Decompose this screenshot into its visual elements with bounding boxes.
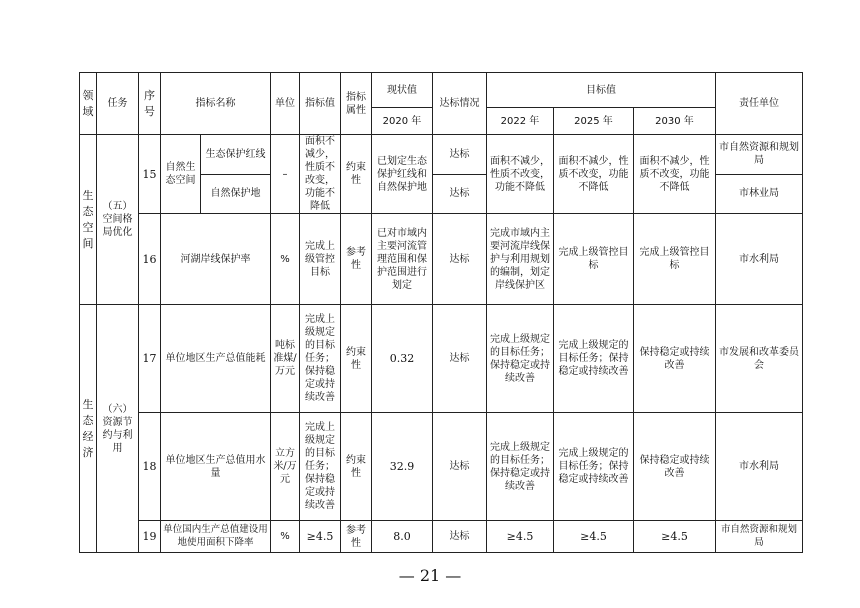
row-16-owner: 市水利局 [716,214,803,305]
header-status: 达标情况 [433,73,487,135]
row-15-status-1: 达标 [433,135,487,175]
header-2025: 2025 年 [554,108,634,135]
row-18-target-2030: 保持稳定或持续改善 [634,413,716,521]
row-15-target-2025: 面积不减少，性质不改变，功能不降低 [554,135,634,214]
row-19-owner: 市自然资源和规划局 [716,521,803,553]
header-owner: 责任单位 [716,73,803,135]
row-18-target-2022: 完成上级规定的目标任务；保持稳定或持续改善 [487,413,554,521]
row-18-target-2025: 完成上级规定的目标任务；保持稳定或持续改善 [554,413,634,521]
task-cell-economy: （六）资源节约与利用 [97,305,139,553]
row-18-value: 完成上级规定的目标任务；保持稳定或持续改善 [300,413,341,521]
indicator-table [79,72,803,553]
row-15-target-2030: 面积不减少，性质不改变，功能不降低 [634,135,716,214]
row-18-current: 32.9 [372,413,433,521]
header-target: 目标值 [487,73,716,108]
header-indicator: 指标名称 [161,73,271,135]
header-task: 任务 [97,73,139,135]
row-15-value: 面积不减少，性质不改变，功能不降低 [300,135,341,214]
row-19-name: 单位国内生产总值建设用地使用面积下降率 [161,521,271,553]
header-2030: 2030 年 [634,108,716,135]
header-domain: 领域 [80,73,97,135]
header-seq: 序号 [139,73,161,135]
row-17-current: 0.32 [372,305,433,413]
row-16-target-2025: 完成上级管控目标 [554,214,634,305]
domain-cell-space: 生态空间 [80,135,97,305]
row-16-target-2030: 完成上级管控目标 [634,214,716,305]
row-17-value: 完成上级规定的目标任务；保持稳定或持续改善 [300,305,341,413]
row-19-target-2025: ≥4.5 [554,521,634,553]
row-15-seq: 15 [139,135,161,214]
domain-cell-economy: 生态经济 [80,305,97,553]
row-19-current: 8.0 [372,521,433,553]
header-current-year: 2020 年 [372,108,433,135]
row-15-attr: 约束性 [341,135,372,214]
row-17-status: 达标 [433,305,487,413]
row-17-owner: 市发展和改革委员会 [716,305,803,413]
row-18-status: 达标 [433,413,487,521]
row-15-status-2: 达标 [433,174,487,214]
row-18-name: 单位地区生产总值用水量 [161,413,271,521]
row-15-category: 自然生态空间 [161,135,201,214]
page-number: — 21 — [398,566,462,585]
row-16-status: 达标 [433,214,487,305]
task-cell-space: （五）空间格局优化 [97,135,139,305]
row-15-owner-2: 市林业局 [716,174,803,214]
row-15-owner-1: 市自然资源和规划局 [716,135,803,175]
row-17-attr: 约束性 [341,305,372,413]
row-18-attr: 约束性 [341,413,372,521]
row-15-target-2022: 面积不减少，性质不改变，功能不降低 [487,135,554,214]
row-15-sub1: 生态保护红线 [201,135,271,175]
row-16-name: 河湖岸线保护率 [161,214,271,305]
row-19-status: 达标 [433,521,487,553]
header-unit: 单位 [271,73,300,135]
row-17-seq: 17 [139,305,161,413]
row-17-target-2030: 保持稳定或持续改善 [634,305,716,413]
row-16-value: 完成上级管控目标 [300,214,341,305]
row-16-unit: % [271,214,300,305]
row-16-current: 已对市域内主要河流管理范围和保护范围进行划定 [372,214,433,305]
row-16-seq: 16 [139,214,161,305]
row-19-unit: % [271,521,300,553]
row-16-target-2022: 完成市域内主要河流岸线保护与利用规划的编制，划定岸线保护区 [487,214,554,305]
row-17-name: 单位地区生产总值能耗 [161,305,271,413]
row-16-attr: 参考性 [341,214,372,305]
row-19-target-2030: ≥4.5 [634,521,716,553]
row-19-attr: 参考性 [341,521,372,553]
row-18-owner: 市水利局 [716,413,803,521]
row-17-target-2025: 完成上级规定的目标任务；保持稳定或持续改善 [554,305,634,413]
row-19-target-2022: ≥4.5 [487,521,554,553]
row-19-seq: 19 [139,521,161,553]
header-value: 指标值 [300,73,341,135]
row-18-seq: 18 [139,413,161,521]
row-17-target-2022: 完成上级规定的目标任务；保持稳定或持续改善 [487,305,554,413]
header-2022: 2022 年 [487,108,554,135]
row-15-unit: – [271,135,300,214]
row-15-sub2: 自然保护地 [201,174,271,214]
header-attr: 指标属性 [341,73,372,135]
row-18-unit: 立方米/万元 [271,413,300,521]
row-17-unit: 吨标准煤/万元 [271,305,300,413]
row-19-value: ≥4.5 [300,521,341,553]
row-15-current: 已划定生态保护红线和自然保护地 [372,135,433,214]
header-current: 现状值 [372,73,433,108]
